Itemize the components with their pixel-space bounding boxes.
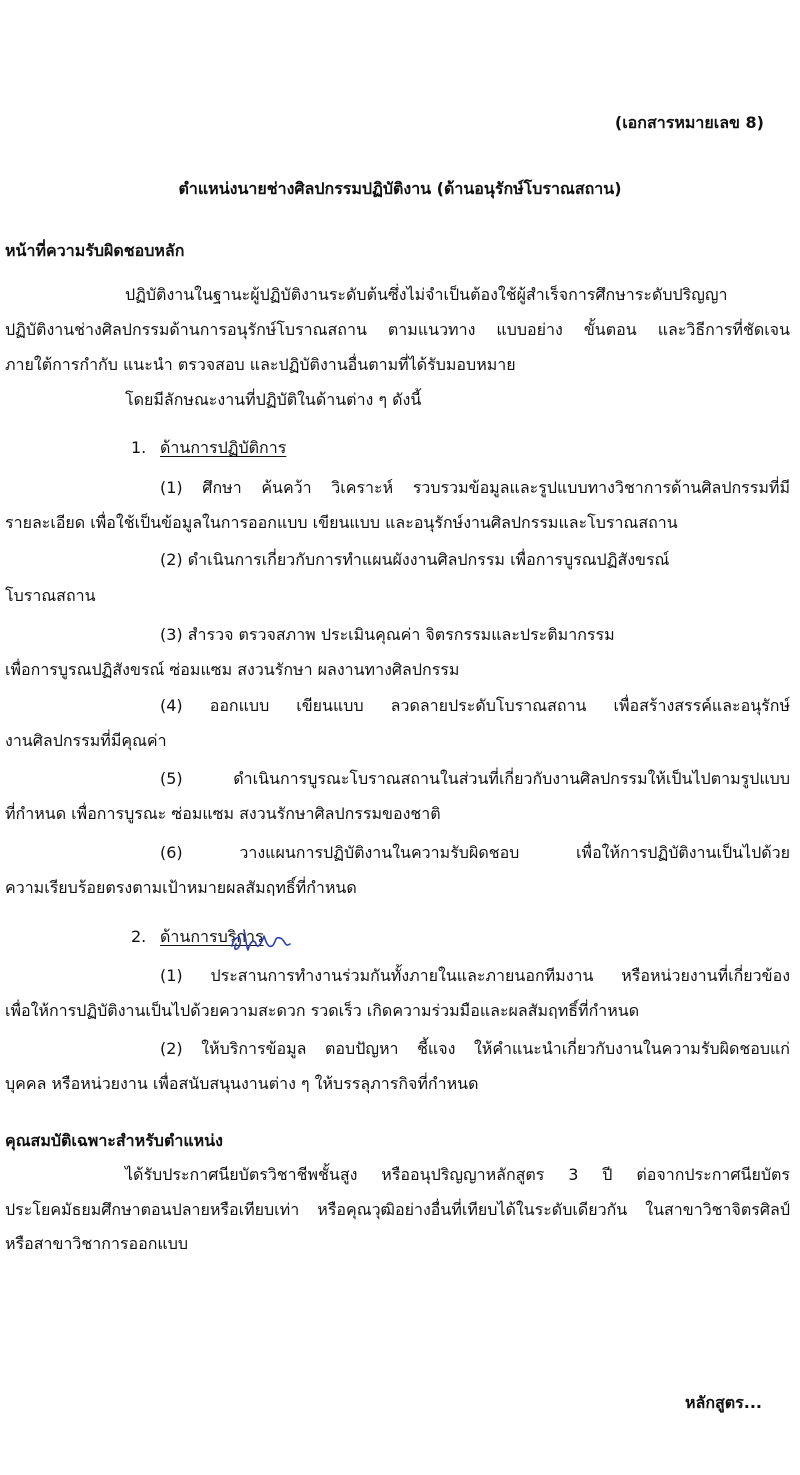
qualifications-line-3: หรือสาขาวิชาการออกแบบ	[5, 1234, 189, 1253]
duties-heading: หน้าที่ความรับผิดชอบหลัก	[5, 241, 185, 260]
section2-item1-line1: (1) ประสานการทำงานร่วมกันทั้งภายในและภายนอกทีมงาน หรือหน่วยงานที่เกี่ยวข้อง	[160, 966, 790, 985]
duties-intro-line-4: โดยมีลักษณะงานที่ปฏิบัติในด้านต่าง ๆ ดังนี้	[125, 390, 422, 409]
section2-item2-line2: บุคคล หรือหน่วยงาน เพื่อสนับสนุนงานต่าง ๆ ให้บรรลุภารกิจที่กำหนด	[5, 1074, 479, 1093]
section1-item5-line2: ที่กำหนด เพื่อการบูรณะ ซ่อมแซม สงวนรักษาศิลปกรรมของชาติ	[5, 804, 441, 823]
qualifications-line-2: ประโยคมัธยมศึกษาตอนปลายหรือเทียบเท่า หรือคุณวุฒิอย่างอื่นที่เทียบได้ในระดับเดียวกัน ในสาขาวิชาจิตรศิลป์	[5, 1200, 790, 1219]
section2-item1-line2: เพื่อให้การปฏิบัติงานเป็นไปด้วยความสะดวก รวดเร็ว เกิดความร่วมมือและผลสัมฤทธิ์ที่กำหนด	[5, 1001, 640, 1020]
section1-item3-line2: เพื่อการบูรณปฏิสังขรณ์ ซ่อมแซม สงวนรักษา ผลงานทางศิลปกรรม	[5, 660, 460, 679]
duties-intro-line-1: ปฏิบัติงานในฐานะผู้ปฏิบัติงานระดับต้นซึ่งไม่จำเป็นต้องใช้ผู้สำเร็จการศึกษาระดับปริญญา	[125, 285, 728, 304]
section1-item1-line1: (1) ศึกษา ค้นคว้า วิเคราะห์ รวบรวมข้อมูลและรูปแบบทางวิชาการด้านศิลปกรรมที่มี	[160, 478, 790, 497]
qualifications-line-1: ได้รับประกาศนียบัตรวิชาชีพชั้นสูง หรืออนุปริญญาหลักสูตร 3 ปี ต่อจากประกาศนียบัตร	[125, 1165, 790, 1184]
section1-item6-line1: (6) วางแผนการปฏิบัติงานในความรับผิดชอบ เพื่อให้การปฏิบัติงานเป็นไปด้วย	[160, 843, 790, 862]
section1-item6-line2: ความเรียบร้อยตรงตามเป้าหมายผลสัมฤทธิ์ที่กำหนด	[5, 878, 357, 897]
section2-number: 2.	[131, 927, 147, 946]
duties-intro-line-3: ภายใต้การกำกับ แนะนำ ตรวจสอบ และปฏิบัติงานอื่นตามที่ได้รับมอบหมาย	[5, 355, 516, 374]
duties-intro-line-2: ปฏิบัติงานช่างศิลปกรรมด้านการอนุรักษ์โบราณสถาน ตามแนวทาง แบบอย่าง ขั้นตอน และวิธีการที่ชัดเจน	[5, 320, 790, 339]
section1-item1-line2: รายละเอียด เพื่อใช้เป็นข้อมูลในการออกแบบ เขียนแบบ และอนุรักษ์งานศิลปกรรมและโบราณสถาน	[5, 513, 678, 532]
section1-number: 1.	[131, 438, 147, 457]
document-reference: (เอกสารหมายเลข 8)	[614, 113, 764, 132]
next-page-indicator: หลักสูตร...	[684, 1393, 762, 1412]
handwritten-initials-signature	[228, 922, 298, 958]
section1-item2-line2: โบราณสถาน	[5, 586, 96, 605]
section1-item4-line2: งานศิลปกรรมที่มีคุณค่า	[5, 731, 167, 750]
section1-item2-line1: (2) ดำเนินการเกี่ยวกับการทำแผนผังงานศิลปกรรม เพื่อการบูรณปฏิสังขรณ์	[160, 550, 670, 569]
section2-title: ด้านการบริการ	[160, 927, 264, 946]
section1-item5-line1: (5) ดำเนินการบูรณะโบราณสถานในส่วนที่เกี่ยวกับงานศิลปกรรมให้เป็นไปตามรูปแบบ	[160, 769, 790, 788]
section2-item2-line1: (2) ให้บริการข้อมูล ตอบปัญหา ชี้แจง ให้คำแนะนำเกี่ยวกับงานในความรับผิดชอบแก่	[160, 1039, 790, 1058]
section1-title: ด้านการปฏิบัติการ	[160, 438, 287, 457]
section1-item3-line1: (3) สำรวจ ตรวจสภาพ ประเมินคุณค่า จิตรกรรมและประติมากรรม	[160, 625, 615, 644]
document-title: ตำแหน่งนายช่างศิลปกรรมปฏิบัติงาน (ด้านอนุรักษ์โบราณสถาน)	[178, 179, 622, 198]
section1-item4-line1: (4) ออกแบบ เขียนแบบ ลวดลายประดับโบราณสถาน เพื่อสร้างสรรค์และอนุรักษ์	[160, 696, 790, 715]
qualifications-heading: คุณสมบัติเฉพาะสำหรับตำแหน่ง	[5, 1131, 223, 1150]
